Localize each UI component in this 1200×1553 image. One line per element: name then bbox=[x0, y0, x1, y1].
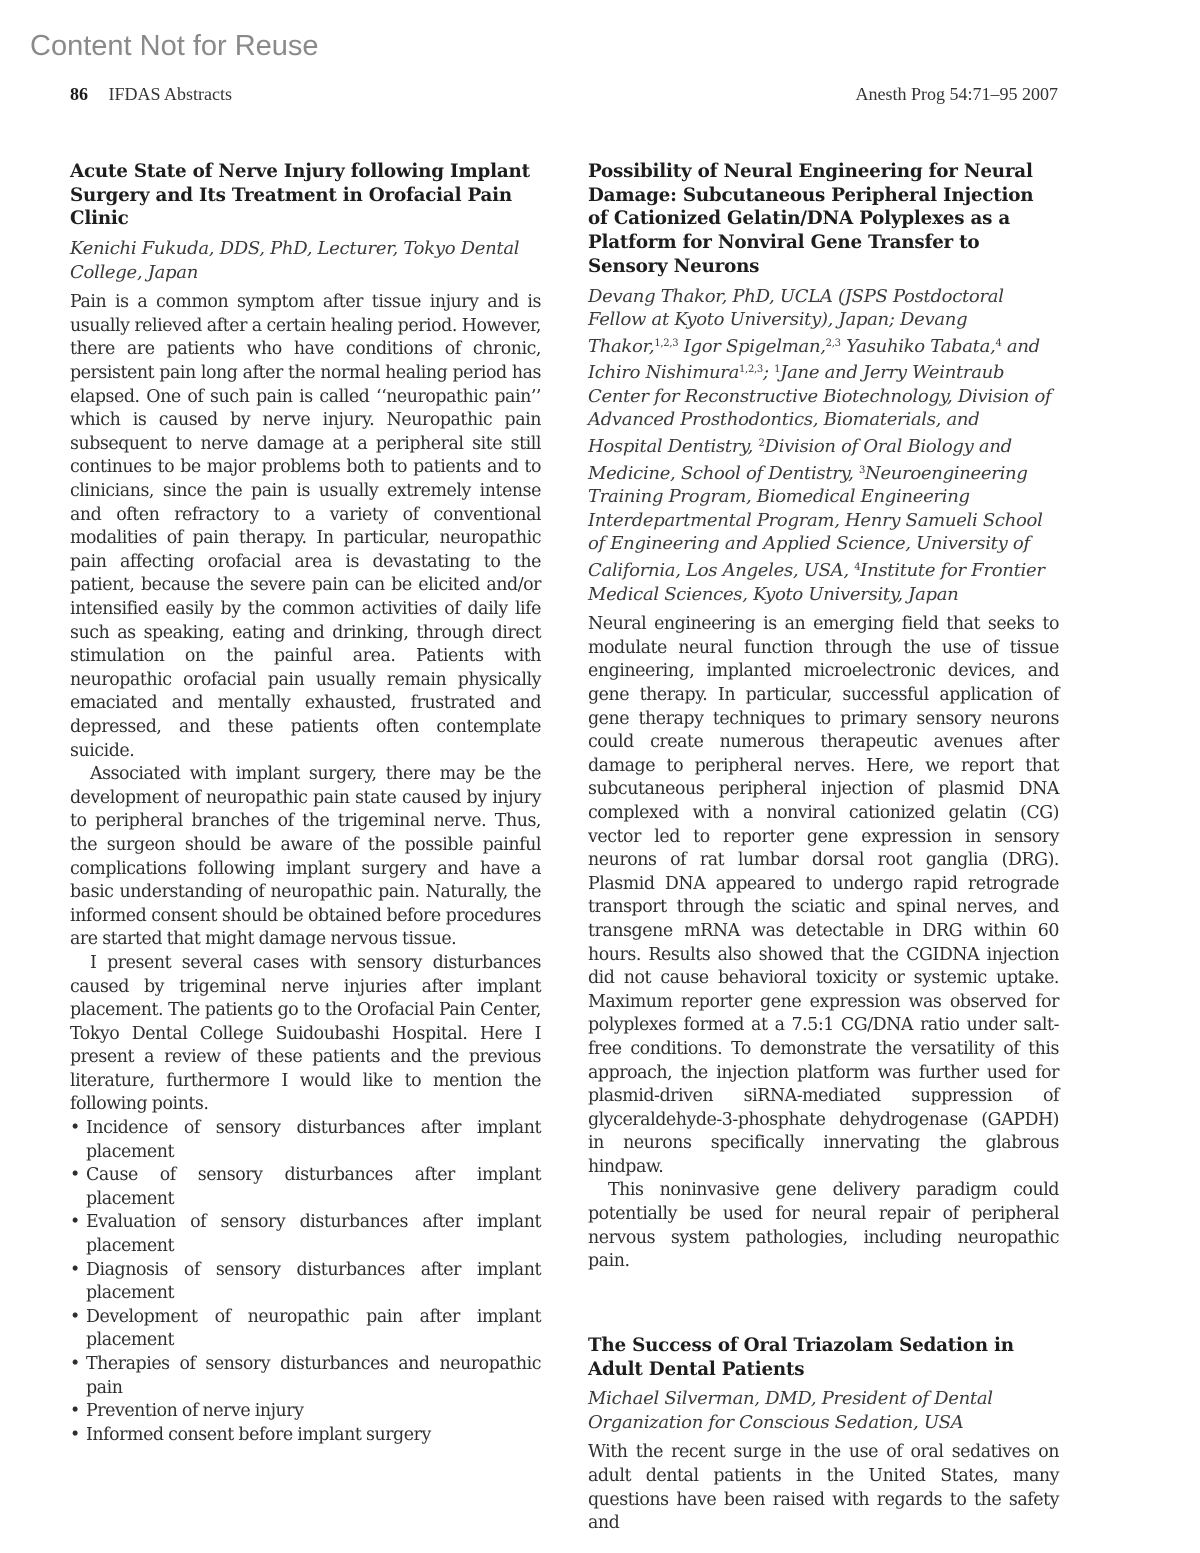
list-item bbox=[70, 1400, 541, 1424]
abstract-paragraph: Neural engineering is an emerging field that seeks to modulate neural function through the use of tissue engineering, implanted microelectronic devices, and gene therapy. In particular, successful application of gene therapy techniques to primary sensory neurons could create numerous therapeutic avenues after damage to peripheral nerves. Here, we report that subcutaneous peripheral injection of plasmid DNA complexed with a nonviral cationized gelatin (CG) vector led to reporter gene expression in sensory neurons of rat lumbar dorsal root ganglia (DRG). Plasmid DNA appeared to undergo rapid retrograde transport through the sciatic and spinal nerves, and transgene mRNA was detectable in DRG within 60 hours. Results also showed that the CGIDNA injection did not cause behavioral toxicity or systemic uptake. Maximum reporter gene expression was observed for polyplexes formed at a 7.5:1 CG/DNA ratio under salt-free conditions. To demonstrate the versatility of this approach, the injection platform was further used for plasmid-driven siRNA-mediated suppression of glyceraldehyde-3-phosphate dehydrogenase (GAPDH) in neurons specifically innervating the glabrous hindpaw. bbox=[588, 614, 1059, 1177]
list-item bbox=[70, 1117, 541, 1164]
bullet-icon: • bbox=[70, 1424, 80, 1445]
abstract-paragraph: Pain is a common symptom after tissue injury and is usually relieved after a certain healing period. However, there are patients who have conditions of chronic, persistent pain long after the normal healing period has elapsed. One of such pain is called ‘‘neuropathic pain’’ which is caused by nerve injury. Neuropathic pain subsequent to nerve damage at a peripheral site still continues to be major problems both to patients and to clinicians, since the pain is usually extremely intense and often refractory to a variety of conventional modalities of pain therapy. In particular, neuropathic pain affecting orofacial area is devastating to the patient, because the severe pain can be elicited and/or intensified easily by the common activities of daily life such as speaking, eating and drinking, through direct stimulation on the painful area. Patients with neuropathic orofacial pain usually remain physically emaciated and mentally exhausted, frustrated and depressed, and these patients often contemplate suicide. bbox=[70, 292, 541, 761]
author-affiliation: Kenichi Fukuda, DDS, PhD, Lecturer, Tokyo Dental College, Japan bbox=[70, 238, 520, 283]
bullet-icon: • bbox=[70, 1401, 80, 1422]
list-item-text: Diagnosis of sensory disturbances after implant placement bbox=[86, 1259, 541, 1304]
bullet-icon: • bbox=[70, 1306, 80, 1327]
list-item bbox=[70, 1211, 541, 1258]
list-item-text: Cause of sensory disturbances after implant placement bbox=[86, 1165, 541, 1209]
author-affiliation: Michael Silverman, DMD, President of Dental Organization for Conscious Sedation, USA bbox=[588, 1388, 993, 1433]
list-item-text: Development of neuropathic pain after implant placement bbox=[86, 1306, 541, 1351]
bullet-icon: • bbox=[70, 1118, 80, 1139]
abstract-paragraph: With the recent surge in the use of oral sedatives on adult dental patients in the United States, many questions have been raised with regards to the safety and bbox=[588, 1442, 1059, 1534]
bullet-icon: • bbox=[70, 1212, 80, 1233]
abstract-nerve-injury bbox=[70, 160, 541, 1447]
abstract-title: Acute State of Nerve Injury following Implant Surgery and Its Treatment in Orofacial Pain Clinic bbox=[70, 161, 530, 230]
list-item-text: Evaluation of sensory disturbances after implant placement bbox=[86, 1212, 541, 1257]
list-item bbox=[70, 1353, 541, 1400]
list-item bbox=[70, 1424, 541, 1448]
bullet-icon: • bbox=[70, 1165, 80, 1186]
left-column bbox=[70, 160, 541, 1447]
list-item-text: Incidence of sensory disturbances after implant placement bbox=[86, 1118, 541, 1162]
abstract-paragraph: I present several cases with sensory disturbances caused by trigeminal nerve injuries after implant placement. The patients go to the Orofacial Pain Center, Tokyo Dental College Suidoubashi Hospital. Here I present a review of these patients and the previous literature, furthermore I would like to mention the following points. bbox=[70, 952, 541, 1115]
author-affiliation: Devang Thakor, PhD, UCLA (JSPS Postdoctoral Fellow at Kyoto University), Japan; Devang Thakor,$^{1,2,3}$ Igor Spigelman,$^{2,3}$ Yasuhiko Tabata,$^4$ and Ichiro Nishimura$^{1,2,3}$; $^1$Jane and Jerry Weintraub Center for Reconstructive Biotechnology, Division of Advanced Prosthodontics, Biomaterials, and Hospital Dentistry, $^2$Division of Oral Biology and Medicine, School of Dentistry, $^3$Neuroengineering Training Program, Biomedical Engineering Interdepartmental Program, Henry Samueli School of Engineering and Applied Science, University of California, Los Angeles, USA, $^4$Institute for Frontier Medical Sciences, Kyoto University, Japan bbox=[588, 285, 1052, 605]
abstract-paragraph: This noninvasive gene delivery paradigm could potentially be used for neural repair of peripheral nervous system pathologies, including neuropathic pain. bbox=[588, 1180, 1059, 1272]
section-spacer bbox=[588, 1274, 1059, 1334]
watermark: Content Not for Reuse bbox=[30, 30, 319, 62]
points-list bbox=[70, 1117, 541, 1447]
list-item bbox=[70, 1306, 541, 1353]
section-title: IFDAS Abstracts bbox=[108, 84, 233, 104]
list-item bbox=[70, 1164, 541, 1211]
list-item-text: Therapies of sensory disturbances and neuropathic pain bbox=[86, 1354, 541, 1398]
abstract-title: The Success of Oral Triazolam Sedation in Adult Dental Patients bbox=[588, 1334, 1014, 1380]
page-number: 86 bbox=[70, 84, 88, 104]
abstract-title: Possibility of Neural Engineering for Neural Damage: Subcutaneous Peripheral Injection of Cationized Gelatin/DNA Polyplexes as a Platform for Nonviral Gene Transfer to Sensory Neurons bbox=[588, 161, 1034, 277]
abstract-paragraph: Associated with implant surgery, there may be the development of neuropathic pain state caused by injury to peripheral branches of the trigeminal nerve. Thus, the surgeon should be aware of the possible painful complications following implant surgery and have a basic understanding of neuropathic pain. Naturally, the informed consent should be obtained before procedures are started that might damage nervous tissue. bbox=[70, 764, 541, 950]
right-column bbox=[588, 160, 1059, 1536]
abstract-neural-engineering bbox=[588, 160, 1059, 1274]
journal-citation: Anesth Prog 54:71–95 2007 bbox=[855, 84, 1058, 104]
bullet-icon: • bbox=[70, 1259, 80, 1280]
list-item-text: Prevention of nerve injury bbox=[86, 1401, 304, 1422]
list-item bbox=[70, 1259, 541, 1306]
bullet-icon: • bbox=[70, 1354, 80, 1375]
running-header bbox=[70, 84, 1058, 108]
abstract-triazolam-sedation bbox=[588, 1334, 1059, 1536]
list-item-text: Informed consent before implant surgery bbox=[86, 1424, 431, 1445]
